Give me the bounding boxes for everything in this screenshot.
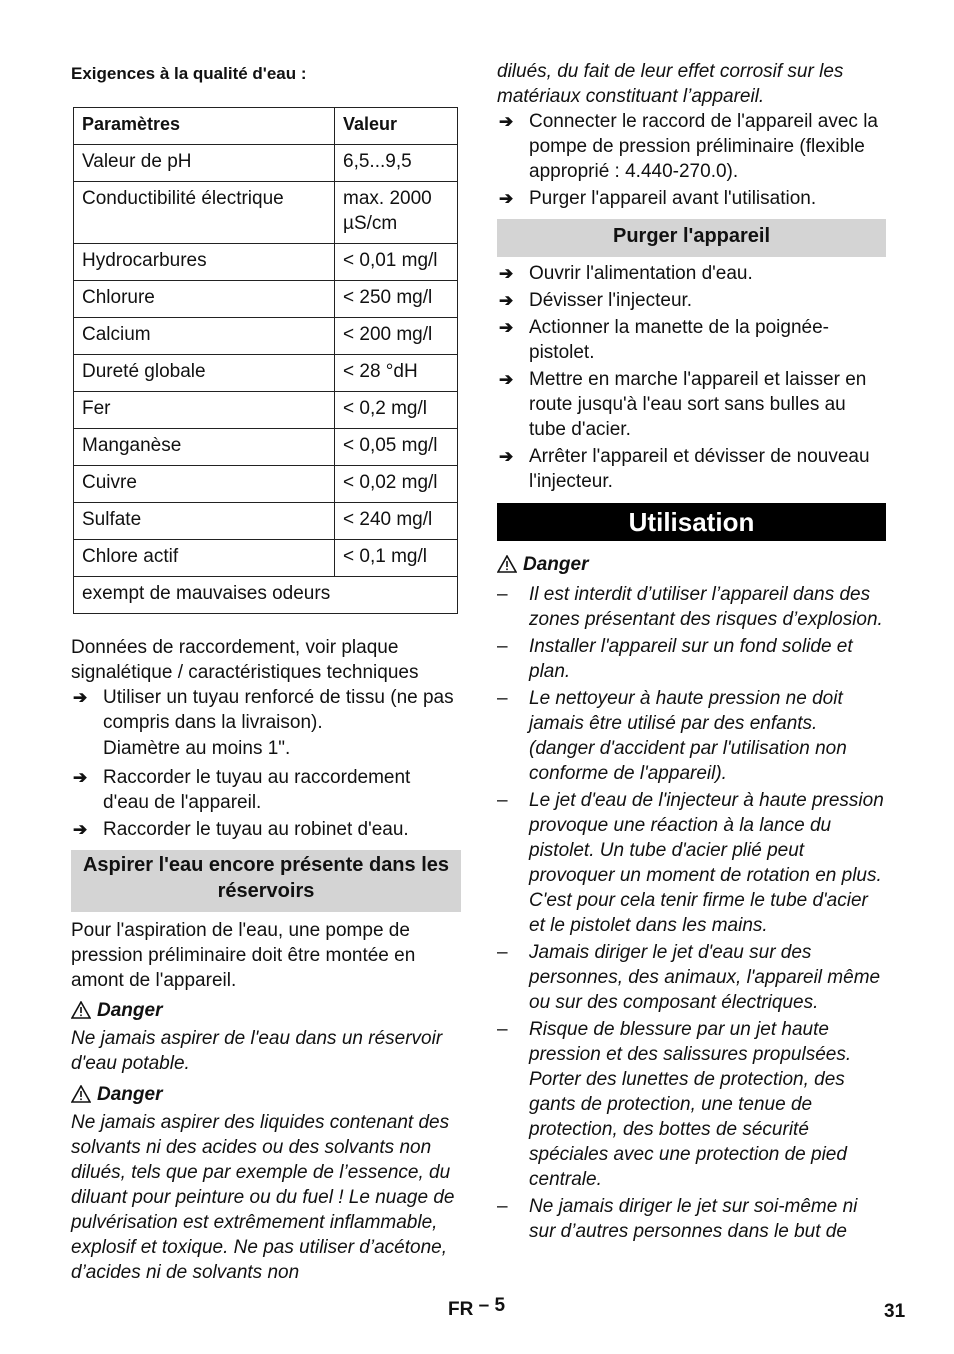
value-cell: < 0,02 mg/l <box>335 466 458 503</box>
list-item-text: Le nettoyeur à haute pression ne doit jamais être utilisé par des enfants. (danger d'accident par l'utilisation non conforme de l'appareil). <box>529 688 847 784</box>
dash-bullet: – <box>497 688 508 709</box>
param-cell: Valeur de pH <box>74 145 335 182</box>
param-cell: Chlorure <box>74 281 335 318</box>
step-text: Purger l'appareil avant l'utilisation. <box>529 188 817 209</box>
arrow-icon: ➔ <box>499 291 514 310</box>
step-text: Ouvrir l'alimentation d'eau. <box>529 263 753 284</box>
step-item <box>497 261 886 286</box>
arrow-icon: ➔ <box>73 820 88 839</box>
step-text: Raccorder le tuyau au raccordement d'eau de l'appareil. <box>103 767 411 813</box>
step-text: Arrêter l'appareil et dévisser de nouveau l'injecteur. <box>529 446 870 492</box>
page-footer-label <box>448 1297 505 1322</box>
dash-bullet: – <box>497 1196 508 1217</box>
list-item <box>497 1017 886 1192</box>
value-cell: < 0,1 mg/l <box>335 540 458 577</box>
arrow-icon: ➔ <box>499 370 514 389</box>
list-item <box>497 788 886 938</box>
table-row <box>74 145 458 182</box>
list-item <box>497 686 886 786</box>
arrow-icon: ➔ <box>499 447 514 466</box>
water-quality-table <box>73 107 458 614</box>
danger1-text: Ne jamais aspirer de l'eau dans un réservoir d'eau potable. <box>71 1028 443 1074</box>
param-cell: Cuivre <box>74 466 335 503</box>
purge-steps <box>497 261 886 494</box>
aspire-text: Pour l'aspiration de l'eau, une pompe de pression préliminaire doit être montée en amont de l'appareil. <box>71 920 416 991</box>
list-item-text: Ne jamais diriger le jet sur soi-même ni sur d’autres personnes dans le but de <box>529 1196 858 1242</box>
water-quality-title: Exigences à la qualité d'eau : <box>71 64 307 83</box>
danger2-text: Ne jamais aspirer des liquides contenant des solvants ni des acides ou des solvants non dilués, tels que par exemple de l’essence, du diluant pour peinture ou du fuel ! Le nuage de pulvérisation est extrêmement inflammable, explosif et toxique. Ne pas utiliser d’acétone, d’acides ni de solvants non <box>71 1112 455 1283</box>
step-item <box>497 109 886 184</box>
param-cell: Fer <box>74 392 335 429</box>
step-text: Dévisser l'injecteur. <box>529 290 693 311</box>
table-row <box>74 318 458 355</box>
param-cell: Conductibilité électrique <box>74 182 335 244</box>
left-lower-content <box>71 635 461 842</box>
value-cell: < 28 °dH <box>335 355 458 392</box>
value-cell: < 240 mg/l <box>335 503 458 540</box>
list-item <box>497 940 886 1015</box>
diameter-note: Diamètre au moins 1". <box>103 738 291 759</box>
dash-bullet: – <box>497 636 508 657</box>
table-row <box>74 429 458 466</box>
danger-label: Danger <box>97 1084 163 1105</box>
list-item <box>497 582 886 632</box>
table-row <box>74 182 458 244</box>
dash-bullet: – <box>497 942 508 963</box>
value-cell: < 200 mg/l <box>335 318 458 355</box>
list-item-text: Jamais diriger le jet d'eau sur des personnes, des animaux, l'appareil même ou sur des composant électriques. <box>529 942 881 1013</box>
dash-bullet: – <box>497 1019 508 1040</box>
danger-label: Danger <box>523 554 589 575</box>
param-cell: Sulfate <box>74 503 335 540</box>
list-item-text: Il est interdit d’utiliser l’appareil dans des zones présentant des risques d’explosion. <box>529 584 883 630</box>
value-cell: max. 2000 µS/cm <box>335 182 458 244</box>
dash-bullet: – <box>497 790 508 811</box>
table-footer-cell: exempt de mauvaises odeurs <box>74 577 458 614</box>
table-row <box>74 392 458 429</box>
step-item <box>71 765 461 815</box>
right-top-steps <box>497 109 886 211</box>
step-text: Actionner la manette de la poignée-pistolet. <box>529 317 829 363</box>
value-cell: < 0,01 mg/l <box>335 244 458 281</box>
list-item-text: Installer l'appareil sur un fond solide et plan. <box>529 636 853 682</box>
danger-heading <box>71 1082 162 1107</box>
footer-dash: – <box>478 1295 490 1316</box>
step-text: Mettre en marche l'appareil et laisser en route jusqu'à l'eau sort sans bulles au tube d'acier. <box>529 369 867 440</box>
step-item <box>71 685 461 735</box>
arrow-icon: ➔ <box>499 189 514 208</box>
arrow-icon: ➔ <box>73 688 88 707</box>
footer-lang: FR <box>448 1299 474 1320</box>
purge-heading: Purger l'appareil <box>497 219 886 257</box>
list-item <box>497 634 886 684</box>
warning-triangle-icon <box>71 1001 91 1019</box>
arrow-icon: ➔ <box>499 112 514 131</box>
step-text: Raccorder le tuyau au robinet d'eau. <box>103 819 409 840</box>
continued-text: dilués, du fait de leur effet corrosif sur les matériaux constituant l’appareil. <box>497 61 844 107</box>
danger-list <box>497 582 886 1246</box>
arrow-icon: ➔ <box>499 264 514 283</box>
step-item <box>71 817 461 842</box>
list-item-text: Le jet d'eau de l'injecteur à haute pression provoque une réaction à la lance du pistolet. Un tube d'acier plié peut provoquer un moment de rotation en plus. C'est pour cela tenir firme le tube d'acier et le pistolet dans les mains. <box>529 790 884 936</box>
table-row <box>74 281 458 318</box>
danger-heading <box>71 998 162 1023</box>
warning-triangle-icon <box>497 555 517 573</box>
table-header-cell: Valeur <box>335 108 458 145</box>
arrow-icon: ➔ <box>73 768 88 787</box>
warning-triangle-icon <box>71 1085 91 1103</box>
dash-bullet: – <box>497 584 508 605</box>
value-cell: < 0,2 mg/l <box>335 392 458 429</box>
footer-local-page: 5 <box>494 1295 506 1316</box>
param-cell: Dureté globale <box>74 355 335 392</box>
table-row <box>74 503 458 540</box>
step-text: Utiliser un tuyau renforcé de tissu (ne pas compris dans la livraison). <box>103 687 454 733</box>
arrow-icon: ➔ <box>499 318 514 337</box>
step-item <box>497 444 886 494</box>
param-cell: Manganèse <box>74 429 335 466</box>
step-item <box>497 315 886 365</box>
danger-heading <box>497 552 588 577</box>
table-header-row <box>74 108 458 145</box>
step-text: Connecter le raccord de l'appareil avec la pompe de pression préliminaire (flexible approprié : 4.440-270.0). <box>529 111 878 182</box>
param-cell: Calcium <box>74 318 335 355</box>
table-row <box>74 244 458 281</box>
list-item <box>497 1194 886 1244</box>
value-cell: < 0,05 mg/l <box>335 429 458 466</box>
table-row <box>74 466 458 503</box>
step-item <box>497 367 886 442</box>
value-cell: < 250 mg/l <box>335 281 458 318</box>
param-cell: Chlore actif <box>74 540 335 577</box>
utilisation-heading: Utilisation <box>497 503 886 541</box>
step-item <box>497 186 886 211</box>
danger-label: Danger <box>97 1000 163 1021</box>
page-number: 31 <box>884 1301 906 1322</box>
table-row <box>74 355 458 392</box>
table-header-cell: Paramètres <box>74 108 335 145</box>
connection-text: Données de raccordement, voir plaque signalétique / caractéristiques techniques <box>71 637 419 683</box>
table-footer-row <box>74 577 458 614</box>
step-item <box>497 288 886 313</box>
table-row <box>74 540 458 577</box>
value-cell: 6,5...9,5 <box>335 145 458 182</box>
aspire-heading: Aspirer l'eau encore présente dans les réservoirs <box>71 850 461 912</box>
param-cell: Hydrocarbures <box>74 244 335 281</box>
list-item-text: Risque de blessure par un jet haute pression et des salissures propulsées. Porter des lunettes de protection, des gants de protection, une tenue de protection, des bottes de sécurité spéciales avec une protection de pied centrale. <box>529 1019 852 1190</box>
